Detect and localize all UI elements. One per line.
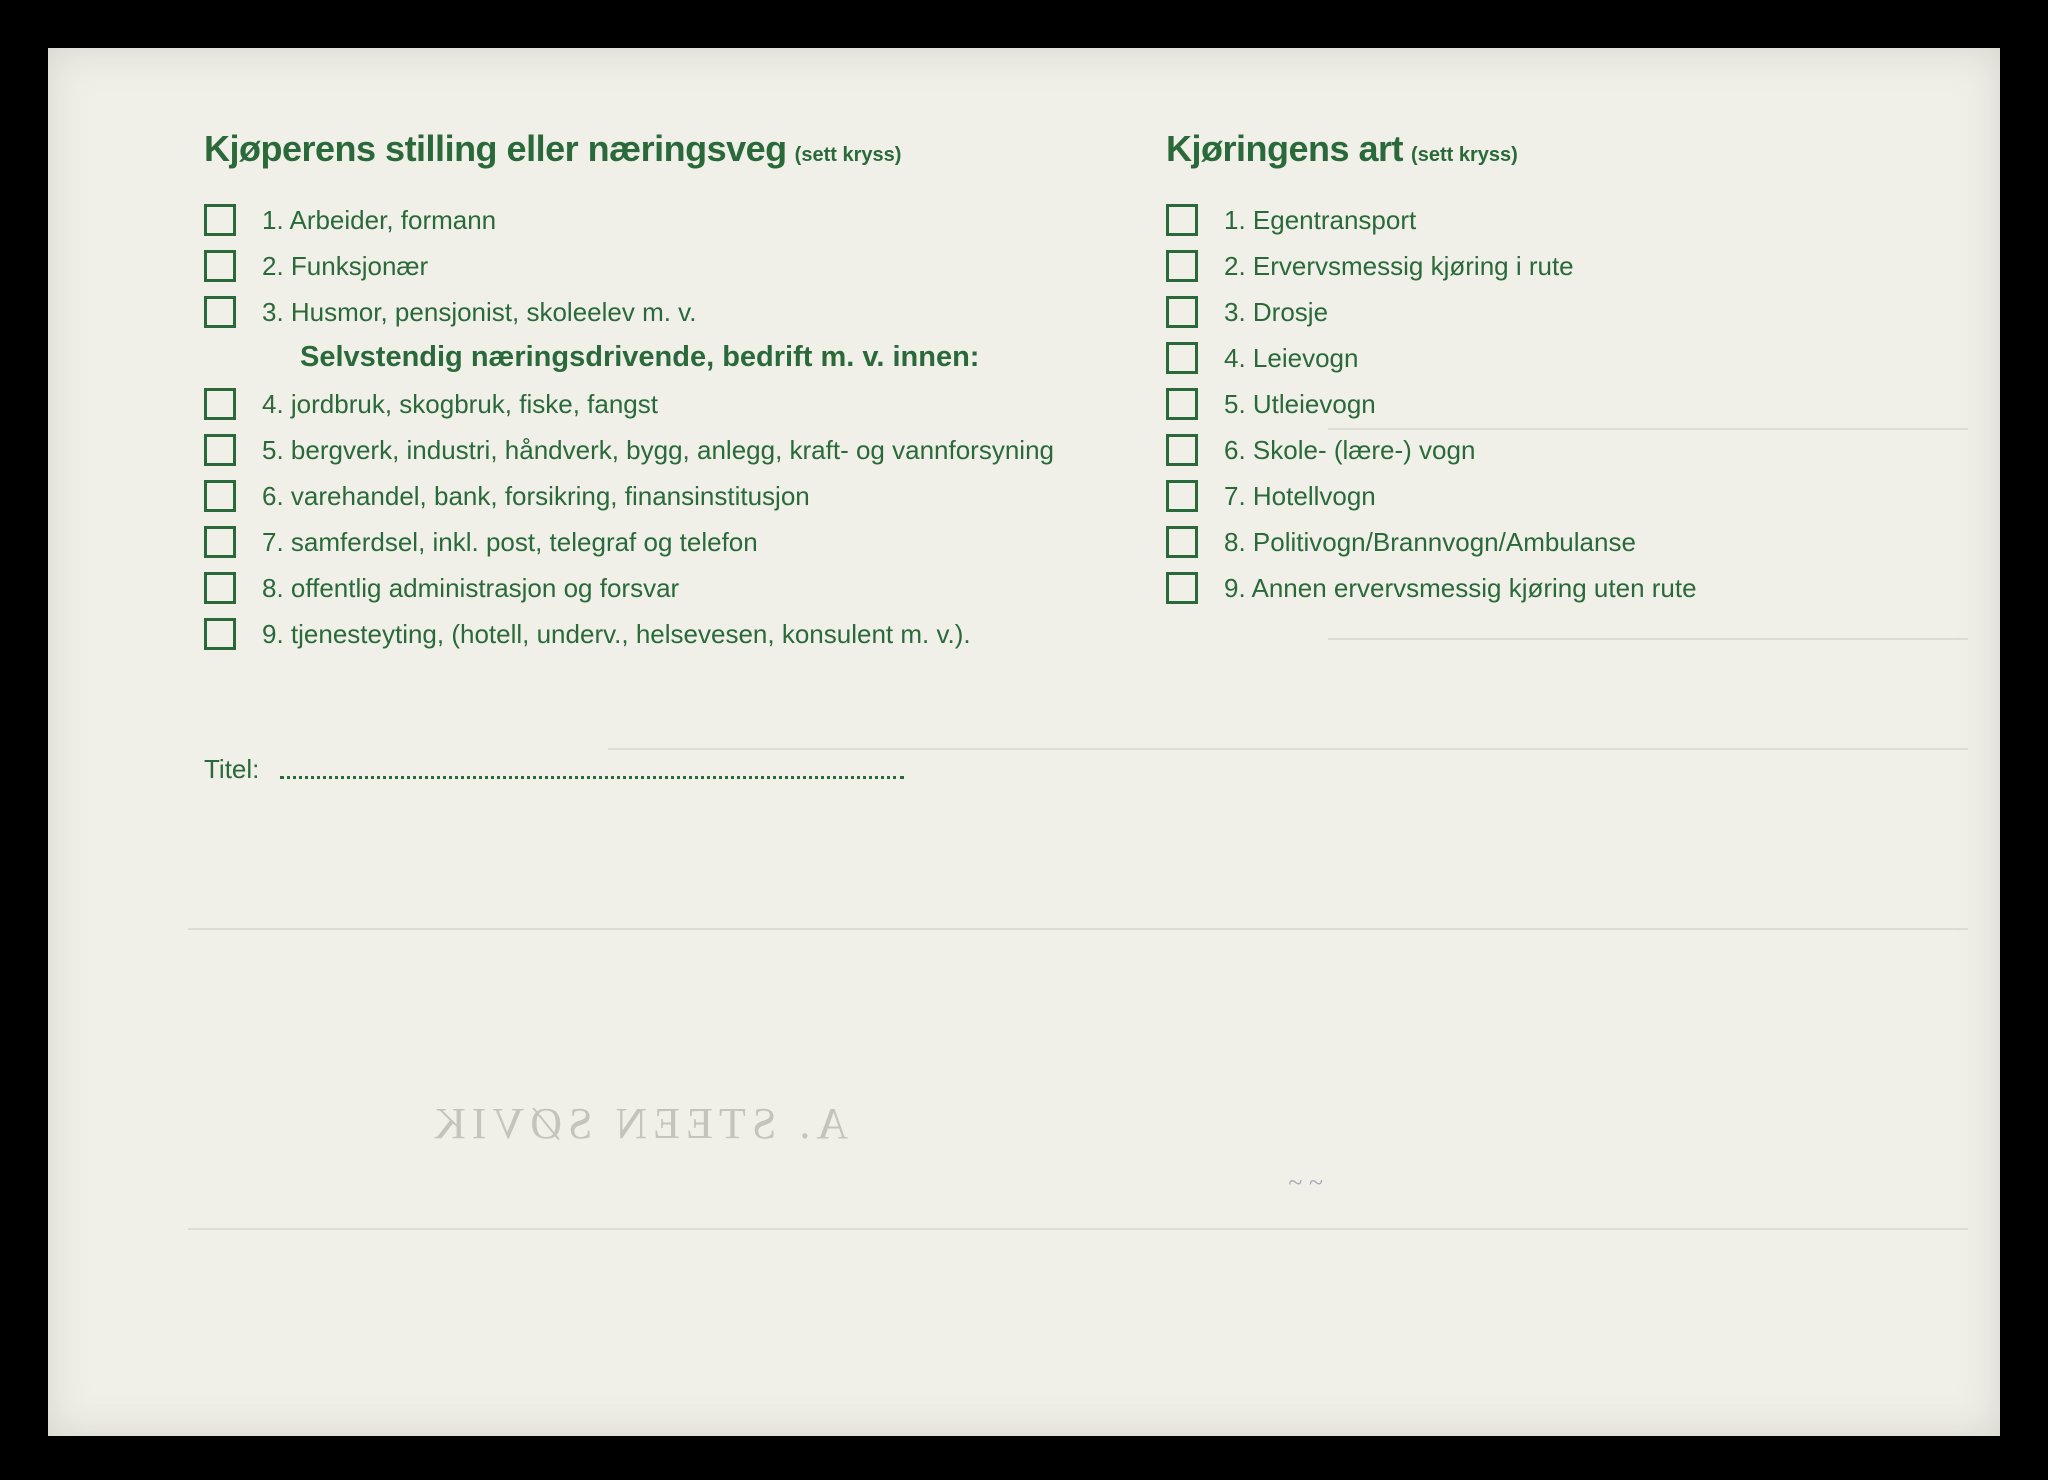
driving-type-label: 9. Annen ervervsmessig kjøring uten rute (1224, 572, 1697, 603)
form-sheet (48, 48, 2000, 1436)
occupation-option (204, 204, 496, 236)
buyer-occupation-heading (204, 128, 901, 170)
driving-type-checkbox[interactable] (1166, 342, 1198, 374)
driving-type-note: (sett kryss) (1411, 144, 1518, 166)
driving-type-option (1166, 296, 1328, 328)
occupation-label: 8. offentlig administrasjon og forsvar (262, 572, 680, 603)
bleed-through-line (1328, 428, 1968, 430)
driving-type-label: 6. Skole- (lære-) vogn (1224, 434, 1476, 465)
buyer-occupation-note: (sett kryss) (794, 144, 902, 166)
driving-type-checkbox[interactable] (1166, 296, 1198, 328)
occupation-checkbox[interactable] (204, 388, 236, 420)
driving-type-heading (1166, 128, 1518, 170)
occupation-checkbox[interactable] (204, 434, 236, 466)
driving-type-checkbox[interactable] (1166, 388, 1198, 420)
driving-type-option (1166, 434, 1475, 466)
driving-type-label: 5. Utleievogn (1224, 388, 1376, 419)
driving-type-option (1166, 526, 1636, 558)
occupation-option (204, 480, 810, 512)
occupation-checkbox[interactable] (204, 618, 236, 650)
driving-type-checkbox[interactable] (1166, 526, 1198, 558)
title-input-line[interactable] (280, 776, 904, 779)
occupation-option (204, 572, 679, 604)
occupation-checkbox[interactable] (204, 296, 236, 328)
occupation-option (204, 434, 1054, 466)
occupation-label: 3. Husmor, pensjonist, skoleelev m. v. (262, 296, 697, 327)
occupation-checkbox[interactable] (204, 526, 236, 558)
driving-type-checkbox[interactable] (1166, 250, 1198, 282)
driving-type-option (1166, 480, 1376, 512)
buyer-occupation-title: Kjøperens stilling eller næringsveg (204, 128, 787, 169)
occupation-checkbox[interactable] (204, 204, 236, 236)
self-employed-subheading: Selvstendig næringsdrivende, bedrift m. v. innen: (300, 341, 980, 373)
driving-type-checkbox[interactable] (1166, 204, 1198, 236)
driving-type-label: 7. Hotellvogn (1224, 480, 1376, 511)
occupation-option (204, 526, 758, 558)
occupation-label: 7. samferdsel, inkl. post, telegraf og telefon (262, 526, 758, 557)
bleed-through-signature: ~ ~ (1288, 1168, 1323, 1197)
driving-type-label: 4. Leievogn (1224, 342, 1359, 373)
driving-type-option (1166, 204, 1416, 236)
driving-type-checkbox[interactable] (1166, 572, 1198, 604)
driving-type-option (1166, 388, 1376, 420)
driving-type-option (1166, 572, 1697, 604)
driving-type-checkbox[interactable] (1166, 480, 1198, 512)
occupation-label: 1. Arbeider, formann (262, 204, 497, 235)
title-label: Titel: (204, 754, 260, 784)
occupation-checkbox[interactable] (204, 250, 236, 282)
occupation-label: 4. jordbruk, skogbruk, fiske, fangst (262, 388, 658, 419)
occupation-option (204, 250, 428, 282)
driving-type-label: 3. Drosje (1224, 296, 1329, 327)
occupation-checkbox[interactable] (204, 572, 236, 604)
occupation-label: 2. Funksjonær (262, 250, 429, 281)
driving-type-option (1166, 250, 1574, 282)
occupation-label: 5. bergverk, industri, håndverk, bygg, anlegg, kraft- og vannforsyning (262, 434, 1054, 465)
driving-type-option (1166, 342, 1358, 374)
bleed-through-stamp: A. STEEN SØVIK (428, 1099, 849, 1148)
bleed-through-line (188, 1228, 1968, 1230)
driving-type-label: 2. Ervervsmessig kjøring i rute (1224, 250, 1574, 281)
occupation-option (204, 388, 658, 420)
driving-type-title: Kjøringens art (1166, 128, 1404, 169)
bleed-through-line (608, 748, 1968, 750)
driving-type-label: 1. Egentransport (1224, 204, 1417, 235)
occupation-option (204, 618, 971, 650)
occupation-label: 6. varehandel, bank, forsikring, finansinstitusjon (262, 480, 810, 511)
driving-type-checkbox[interactable] (1166, 434, 1198, 466)
driving-type-label: 8. Politivogn/Brannvogn/Ambulanse (1224, 526, 1636, 557)
occupation-label: 9. tjenesteyting, (hotell, underv., helsevesen, konsulent m. v.). (262, 618, 971, 649)
occupation-checkbox[interactable] (204, 480, 236, 512)
bleed-through-line (188, 928, 1968, 930)
bleed-through-line (1328, 638, 1968, 640)
occupation-option (204, 296, 696, 328)
